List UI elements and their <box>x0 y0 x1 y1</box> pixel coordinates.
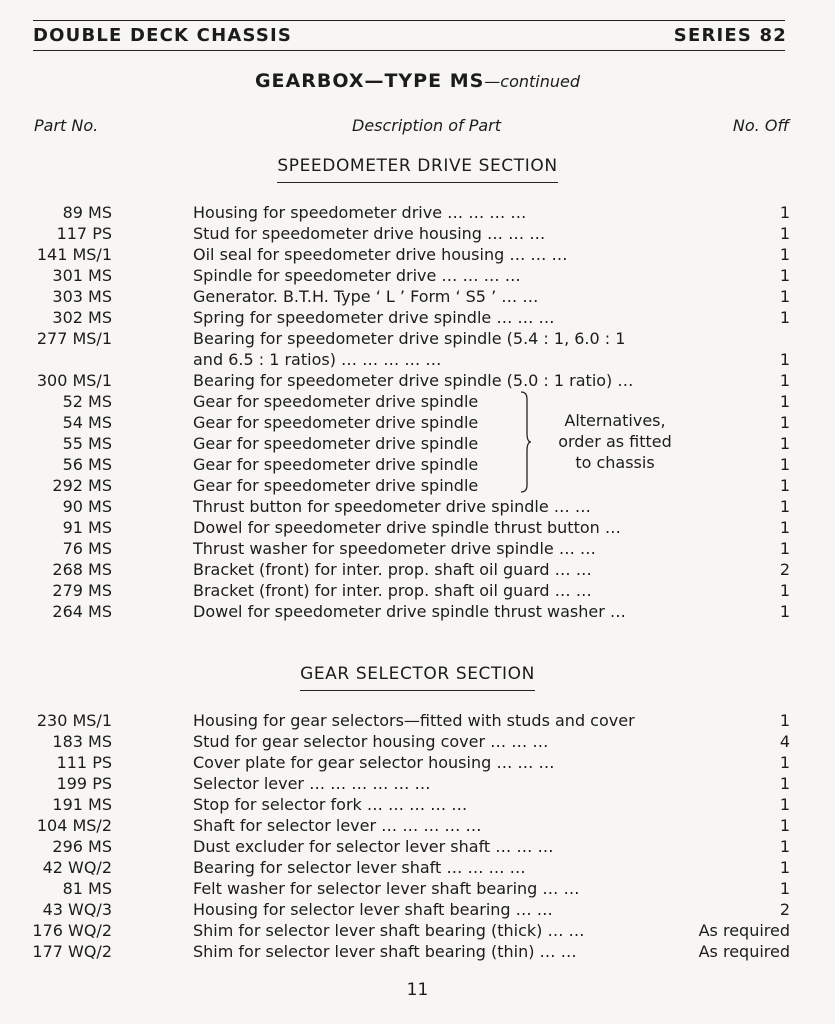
curly-brace-icon <box>520 391 532 493</box>
table-row <box>0 223 835 244</box>
part-description: Dowel for speedometer drive spindle thrust button … <box>193 518 621 537</box>
part-number: 43 WQ/3 <box>42 900 112 919</box>
part-description: Shim for selector lever shaft bearing (thin) … … <box>193 942 577 961</box>
part-number: 91 MS <box>62 518 112 537</box>
alternatives-note-line: order as fitted <box>558 432 672 451</box>
part-quantity: 1 <box>779 816 790 835</box>
part-number: 76 MS <box>62 539 112 558</box>
part-number: 302 MS <box>52 308 112 327</box>
part-description: Housing for speedometer drive … … … … <box>193 203 527 222</box>
part-quantity: 1 <box>779 371 790 390</box>
part-description: Shim for selector lever shaft bearing (thick) … … <box>193 921 585 940</box>
part-quantity: 4 <box>779 732 790 751</box>
part-number: 300 MS/1 <box>36 371 112 390</box>
part-number: 141 MS/1 <box>36 245 112 264</box>
part-quantity: 1 <box>779 753 790 772</box>
part-quantity: 1 <box>779 774 790 793</box>
table-row <box>0 580 835 601</box>
part-number: 292 MS <box>52 476 112 495</box>
part-number: 117 PS <box>56 224 112 243</box>
part-description: Dust excluder for selector lever shaft … … … <box>193 837 554 856</box>
table-row <box>0 752 835 773</box>
part-number: 90 MS <box>62 497 112 516</box>
table-row <box>0 899 835 920</box>
part-number: 176 WQ/2 <box>32 921 112 940</box>
table-row <box>0 244 835 265</box>
part-number: 42 WQ/2 <box>42 858 112 877</box>
part-quantity: 2 <box>779 900 790 919</box>
part-description: Gear for speedometer drive spindle <box>193 455 479 474</box>
part-quantity: 1 <box>779 203 790 222</box>
part-quantity: As required <box>698 942 790 961</box>
table-row <box>0 454 835 475</box>
part-description: Stud for gear selector housing cover … … … <box>193 732 549 751</box>
part-description: Thrust washer for speedometer drive spindle … … <box>193 539 596 558</box>
part-description: Housing for gear selectors—fitted with studs and cover <box>193 711 635 730</box>
part-description: Felt washer for selector lever shaft bearing … … <box>193 879 580 898</box>
part-number: 301 MS <box>52 266 112 285</box>
part-description: Selector lever … … … … … … <box>193 774 431 793</box>
part-number: 230 MS/1 <box>36 711 112 730</box>
table-row <box>0 538 835 559</box>
part-quantity: 1 <box>779 308 790 327</box>
table-row <box>0 517 835 538</box>
part-description: Dowel for speedometer drive spindle thrust washer … <box>193 602 626 621</box>
alternatives-note-line: Alternatives, <box>564 411 666 430</box>
table-row <box>0 794 835 815</box>
table-row <box>0 475 835 496</box>
page-title-main: GEARBOX—TYPE MS <box>254 70 485 92</box>
part-description: Bearing for speedometer drive spindle (5.4 : 1, 6.0 : 1 <box>193 329 626 348</box>
page-title <box>0 70 835 92</box>
table-row <box>0 836 835 857</box>
table-row <box>0 496 835 517</box>
table-row <box>0 773 835 794</box>
part-description: Stop for selector fork … … … … … <box>193 795 468 814</box>
part-number: 199 PS <box>56 774 112 793</box>
header-series: SERIES 82 <box>673 25 787 46</box>
part-description: Oil seal for speedometer drive housing … … … <box>193 245 568 264</box>
table-row <box>0 307 835 328</box>
table-row <box>0 601 835 622</box>
table-row <box>0 433 835 454</box>
top-rule <box>33 20 785 21</box>
table-row <box>0 815 835 836</box>
header-title: DOUBLE DECK CHASSIS <box>33 25 293 46</box>
part-quantity: 1 <box>779 711 790 730</box>
part-quantity: 1 <box>779 602 790 621</box>
part-number: 104 MS/2 <box>36 816 112 835</box>
part-number: 303 MS <box>52 287 112 306</box>
part-number: 183 MS <box>52 732 112 751</box>
part-description: Stud for speedometer drive housing … … … <box>193 224 546 243</box>
part-quantity: 1 <box>779 245 790 264</box>
alternatives-note-line: to chassis <box>575 453 655 472</box>
table-row <box>0 710 835 731</box>
part-number: 55 MS <box>62 434 112 453</box>
part-quantity: 1 <box>779 837 790 856</box>
part-description: Bearing for speedometer drive spindle (5.0 : 1 ratio) … <box>193 371 634 390</box>
part-description: Gear for speedometer drive spindle <box>193 413 479 432</box>
part-description: Cover plate for gear selector housing … … … <box>193 753 555 772</box>
table-row <box>0 265 835 286</box>
column-header-part-no: Part No. <box>34 116 99 135</box>
section-title-speedometer: SPEEDOMETER DRIVE SECTION <box>0 156 835 183</box>
part-description: Thrust button for speedometer drive spindle … … <box>193 497 591 516</box>
part-number: 81 MS <box>62 879 112 898</box>
part-quantity: 1 <box>779 287 790 306</box>
part-number: 52 MS <box>62 392 112 411</box>
part-quantity: 1 <box>779 434 790 453</box>
part-description: Bearing for selector lever shaft … … … … <box>193 858 526 877</box>
table-row <box>0 857 835 878</box>
part-description: Bracket (front) for inter. prop. shaft oil guard … … <box>193 581 592 600</box>
part-number: 56 MS <box>62 455 112 474</box>
part-description: Gear for speedometer drive spindle <box>193 476 479 495</box>
part-description: and 6.5 : 1 ratios) … … … … … <box>193 350 442 369</box>
part-number: 89 MS <box>62 203 112 222</box>
part-description: Gear for speedometer drive spindle <box>193 392 479 411</box>
part-number: 279 MS <box>52 581 112 600</box>
page-title-continued: —continued <box>484 72 581 91</box>
table-row <box>0 202 835 223</box>
part-quantity: 1 <box>779 858 790 877</box>
part-quantity: 1 <box>779 413 790 432</box>
part-number: 111 PS <box>56 753 112 772</box>
part-number: 191 MS <box>52 795 112 814</box>
table-row <box>0 559 835 580</box>
part-quantity: 2 <box>779 560 790 579</box>
part-quantity: 1 <box>779 266 790 285</box>
part-quantity: 1 <box>779 539 790 558</box>
part-description: Gear for speedometer drive spindle <box>193 434 479 453</box>
part-description: Housing for selector lever shaft bearing … … <box>193 900 553 919</box>
table-row <box>0 731 835 752</box>
part-description: Generator. B.T.H. Type ‘ L ’ Form ‘ S5 ’ … … <box>193 287 539 306</box>
part-number: 264 MS <box>52 602 112 621</box>
part-quantity: 1 <box>779 476 790 495</box>
part-quantity: 1 <box>779 879 790 898</box>
table-row-continuation <box>0 349 835 370</box>
part-quantity: 1 <box>779 795 790 814</box>
part-number: 177 WQ/2 <box>32 942 112 961</box>
part-quantity: 1 <box>779 224 790 243</box>
table-row <box>0 391 835 412</box>
part-number: 296 MS <box>52 837 112 856</box>
table-row <box>0 370 835 391</box>
part-quantity: 1 <box>779 392 790 411</box>
part-number: 268 MS <box>52 560 112 579</box>
section-title-gear-selector: GEAR SELECTOR SECTION <box>0 664 835 691</box>
part-quantity: 1 <box>779 350 790 369</box>
part-quantity: 1 <box>779 518 790 537</box>
part-description: Bracket (front) for inter. prop. shaft oil guard … … <box>193 560 592 579</box>
table-row <box>0 328 835 349</box>
column-header-no-off: No. Off <box>732 116 789 135</box>
part-quantity: 1 <box>779 497 790 516</box>
table-row <box>0 878 835 899</box>
part-number: 54 MS <box>62 413 112 432</box>
part-quantity: 1 <box>779 581 790 600</box>
page-number: 11 <box>406 980 429 1000</box>
part-quantity: As required <box>698 921 790 940</box>
part-description: Spindle for speedometer drive … … … … <box>193 266 521 285</box>
alternatives-note <box>540 410 690 473</box>
table-row <box>0 920 835 941</box>
table-row <box>0 286 835 307</box>
table-row <box>0 941 835 962</box>
part-quantity: 1 <box>779 455 790 474</box>
part-number: 277 MS/1 <box>36 329 112 348</box>
part-description: Shaft for selector lever … … … … … <box>193 816 482 835</box>
column-header-description: Description of Part <box>352 116 502 135</box>
part-description: Spring for speedometer drive spindle … … … <box>193 308 555 327</box>
header-rule <box>33 50 785 51</box>
table-row <box>0 412 835 433</box>
